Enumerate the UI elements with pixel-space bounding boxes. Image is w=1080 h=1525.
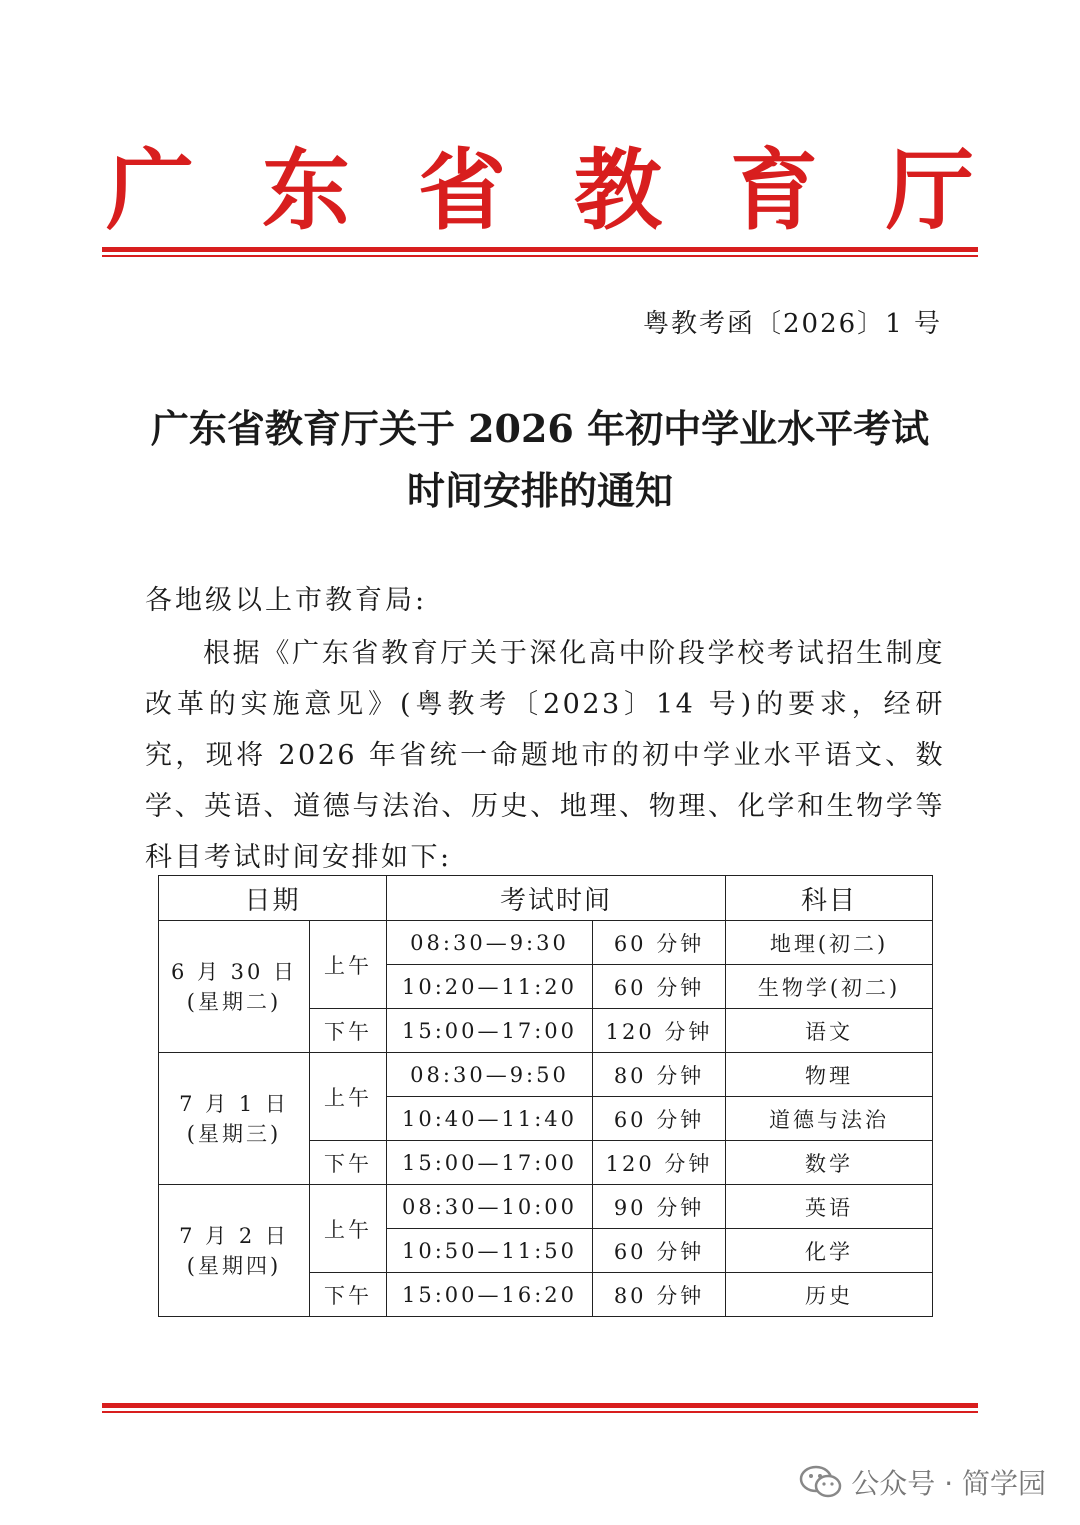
document-number: 粤教考函〔2026〕1 号	[643, 309, 942, 339]
duration: 60 分钟	[593, 1229, 726, 1273]
time-range: 08:30—9:50	[387, 1053, 593, 1097]
time-range: 10:50—11:50	[387, 1229, 593, 1273]
subject: 化学	[726, 1229, 933, 1273]
time-range: 08:30—10:00	[387, 1185, 593, 1229]
duration: 60 分钟	[593, 1097, 726, 1141]
time-range: 08:30—9:30	[387, 921, 593, 965]
duration: 80 分钟	[593, 1053, 726, 1097]
duration: 120 分钟	[593, 1141, 726, 1185]
watermark	[799, 1462, 1046, 1502]
table-row	[159, 921, 933, 965]
letterhead-char: 东	[261, 138, 350, 242]
duration: 80 分钟	[593, 1273, 726, 1317]
date-text: 7 月 2 日	[179, 1223, 289, 1248]
period-am: 上午	[310, 921, 387, 1009]
date-text: 6 月 30 日	[170, 959, 298, 984]
subject: 语文	[726, 1009, 933, 1053]
period-am: 上午	[310, 1185, 387, 1273]
letterhead-char: 省	[417, 138, 506, 242]
header-subject: 科目	[726, 876, 933, 921]
letterhead-char: 厅	[885, 138, 974, 242]
date-cell	[159, 1053, 310, 1185]
subject: 英语	[726, 1185, 933, 1229]
time-range: 10:40—11:40	[387, 1097, 593, 1141]
date-text: 7 月 1 日	[179, 1091, 289, 1116]
weekday-text: (星期二)	[186, 989, 282, 1014]
weekday-text: (星期四)	[186, 1253, 282, 1278]
letterhead-title	[100, 140, 980, 240]
wechat-icon	[799, 1465, 843, 1499]
period-am: 上午	[310, 1053, 387, 1141]
time-range: 15:00—17:00	[387, 1009, 593, 1053]
time-range: 15:00—16:20	[387, 1273, 593, 1317]
time-range: 15:00—17:00	[387, 1141, 593, 1185]
exam-schedule-table	[158, 875, 933, 1317]
header-date: 日期	[159, 876, 387, 921]
letterhead-char: 广	[105, 138, 194, 242]
subject: 地理(初二)	[726, 921, 933, 965]
notice-title	[100, 398, 980, 522]
duration: 120 分钟	[593, 1009, 726, 1053]
date-cell	[159, 921, 310, 1053]
subject: 数学	[726, 1141, 933, 1185]
notice-title-line1: 广东省教育厅关于 2026 年初中学业水平考试	[150, 406, 930, 451]
time-range: 10:20—11:20	[387, 965, 593, 1009]
period-pm: 下午	[310, 1273, 387, 1317]
header-time: 考试时间	[387, 876, 726, 921]
subject: 历史	[726, 1273, 933, 1317]
body-paragraph: 根据《广东省教育厅关于深化高中阶段学校考试招生制度改革的实施意见》(粤教考〔2023〕14 号)的要求，经研究，现将 2026 年省统一命题地市的初中学业水平语文、数学、英语、道德与法治、历史、地理、物理、化学和生物学等科目考试时间安排如下:	[145, 638, 945, 873]
table-row	[159, 1053, 933, 1097]
date-cell	[159, 1185, 310, 1317]
letterhead-char: 教	[573, 138, 662, 242]
duration: 60 分钟	[593, 965, 726, 1009]
duration: 90 分钟	[593, 1185, 726, 1229]
subject: 生物学(初二)	[726, 965, 933, 1009]
footer-divider	[102, 1403, 978, 1413]
header-divider	[102, 247, 978, 257]
notice-title-line2: 时间安排的通知	[406, 468, 673, 513]
period-pm: 下午	[310, 1009, 387, 1053]
watermark-text: 公众号 · 简学园	[851, 1467, 1046, 1500]
letterhead-char: 育	[729, 138, 818, 242]
subject: 道德与法治	[726, 1097, 933, 1141]
weekday-text: (星期三)	[186, 1121, 282, 1146]
table-row	[159, 1185, 933, 1229]
table-header-row	[159, 876, 933, 921]
subject: 物理	[726, 1053, 933, 1097]
period-pm: 下午	[310, 1141, 387, 1185]
duration: 60 分钟	[593, 921, 726, 965]
salutation: 各地级以上市教育局:	[145, 585, 428, 616]
